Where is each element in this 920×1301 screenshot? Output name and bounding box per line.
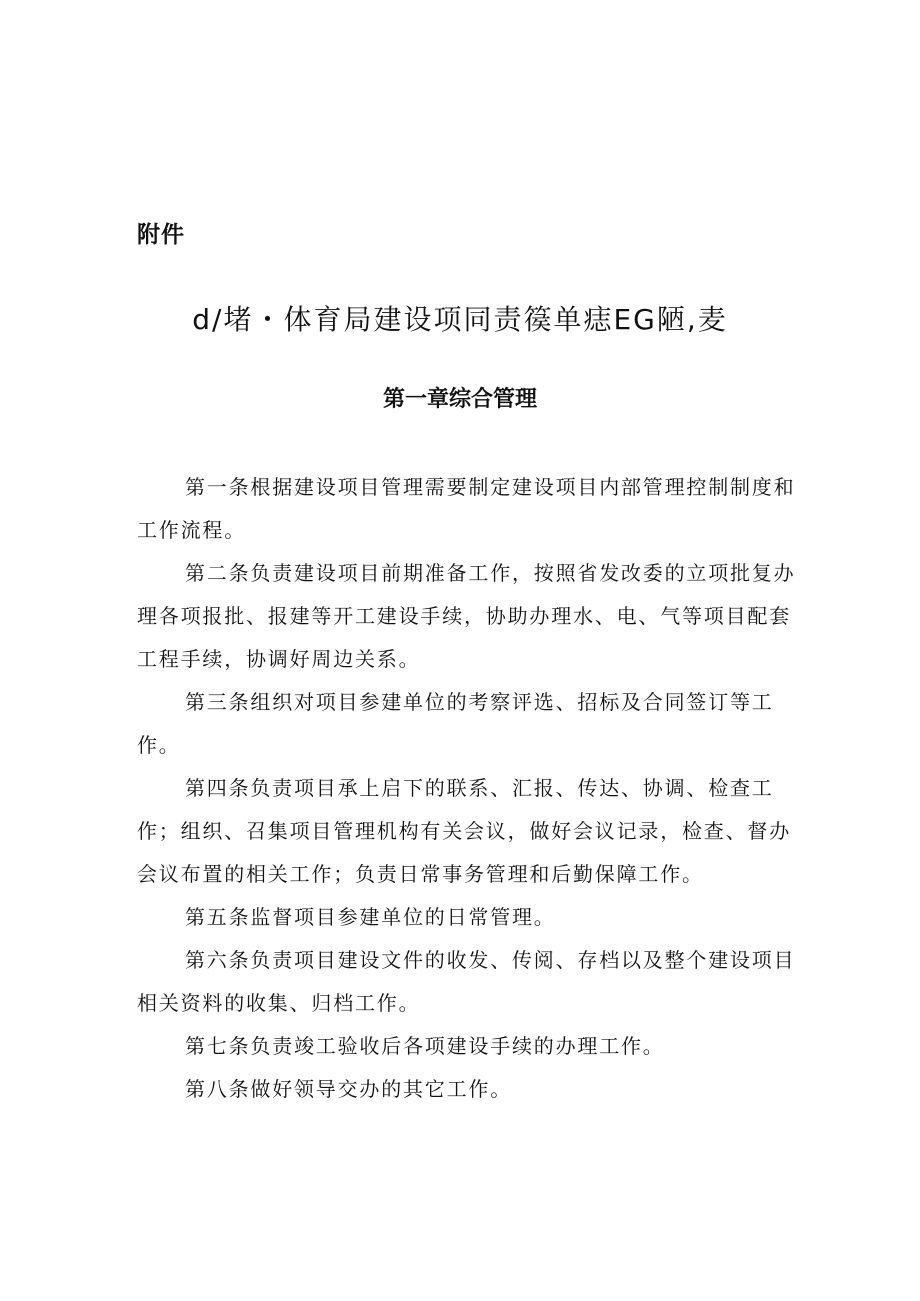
chapter-title: 第一章综合管理 xyxy=(382,387,537,412)
article-paragraph: 第四条负责项目承上启下的联系、汇报、传达、协调、检查工作；组织、召集项目管理机构有关会议，做好会议记录，检查、督办会议布置的相关工作；负责日常事务管理和后勤保障工作。 xyxy=(137,776,791,886)
article-paragraph: 第六条负责项目建设文件的收发、传阅、存档以及整个建设项目相关资料的收集、归档工作。 xyxy=(137,948,796,1015)
article-paragraph: 第二条负责建设项目前期准备工作，按照省发改委的立项批复办理各项报批、报建等开工建设手续，协助办理水、电、气等项目配套工程手续，协调好周边关系。 xyxy=(137,561,796,671)
article-paragraph: 第一条根据建设项目管理需要制定建设项目内部管理控制制度和工作流程。 xyxy=(137,475,796,542)
article-paragraph: 第三条组织对项目参建单位的考察评选、招标及合同签订等工作。 xyxy=(137,690,774,757)
article-paragraph: 第五条监督项目参建单位的日常管理。 xyxy=(185,905,556,929)
article-paragraph: 第七条负责竣工验收后各项建设手续的办理工作。 xyxy=(185,1034,665,1058)
document-title: d/堵・体育局建设项同责篌单痣EG陋,麦 xyxy=(192,303,728,336)
article-paragraph: 第八条做好领导交办的其它工作。 xyxy=(185,1077,512,1101)
chapter-body xyxy=(137,466,807,1111)
attachment-label: 附件 xyxy=(137,222,185,248)
